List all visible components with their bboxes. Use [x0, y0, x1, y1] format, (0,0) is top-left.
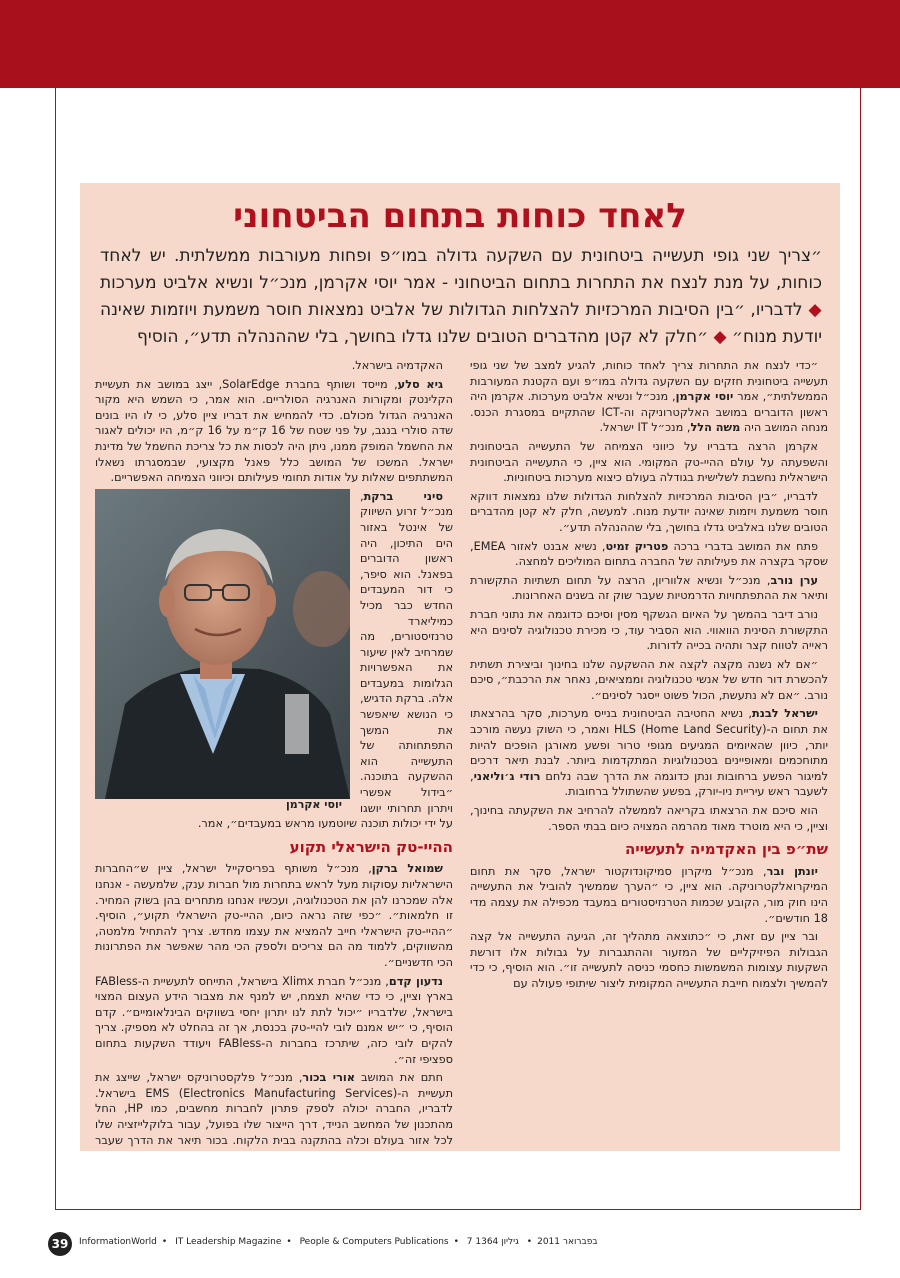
photo-caption: יוסי אקרמן	[285, 798, 342, 812]
paragraph: ישראל לבנת, נשיא החטיבה הביטחונית בנייס מערכות, סקר בהרצאתו את תחום ה-HLS (Home Land Security) ואמר, כי השוק נעשה מורכב יותר, כיוון שהאיומים המגיעים מגופי טרור ופשע מאורגן הופכים להיות מתוחכמים ומאופיינים בטכנולוגיות המתקדמות ביותר. לבנת תיאר דרכים למיגור הפשע ברחובות ונתן כדוגמה את הדרך שבה נלחם רודי ג׳וליאני, לשעבר ראש עיריית ניו-יורק, בפשע שהשתולל ברחובות.	[470, 707, 828, 799]
page-footer	[51, 1232, 861, 1258]
top-color-bar	[0, 0, 900, 88]
paragraph: לדבריו, ״בין הסיבות המרכזיות להצלחות הגדולות שלנו נמצאות דווקא חוסר משמעת ויזמות שאינה יודעת מנוח. למעשה, חלק לא קטן מהדברים הטובים שלנו באלביט גדלו בחושך, בלי שההנהלה תדע״.	[470, 489, 828, 534]
bullet-dot-icon: •	[286, 1237, 292, 1247]
paragraph: ״כדי לנצח את התחרות צריך לאחד כוחות, להגיע למצב של שני גופי תעשייה ביטחונית חזקים עם השקעה גדולה במו״פ ועם הקטנת המעורבות הממשלתית״, אמר יוסי אקרמן, מנכ״ל ונשיא אלביט מערכות. אקרמן היה ראשון הדוברים במושב האלקטרוניקה וה-ICT שהתקיים במסגרת הכנס. מנחה המושב היה משה הלל, מנכ״ל IT ישראל.	[470, 359, 828, 435]
paragraph: גיא סלע, מייסד ושותף בחברת SolarEdge, ייצג במושב את תעשיית הקלינטק ומקורות האנרגיה הסולריים. הוא אמר, כי השמש היא מקור האנרגיה הגדול מכולם. כדי להמחיש את דבריו ציין סלע, כי לו היו בונים שדה סולרי בנגב, על פני שטח של 16 ק״מ על 16 ק״מ, היו יכולים לאגור את החשמל המופק ממנו, ניתן היה לכסות את כל צריכת החשמל של מדינת ישראל. המשכו של המושב כלל פאנל מקצועי, שבמסגרתו נשאלו המשתתפים שאלות על אודות תחומי פעילותם וכיווני הצמיחה האפשריים.	[95, 377, 453, 485]
person-name: משה הלל	[690, 421, 741, 435]
person-name: יונתן ובר	[766, 864, 818, 878]
section-heading-hitech: ההיי-טק הישראלי תקוע	[289, 837, 453, 856]
article-column-left	[95, 358, 453, 1148]
person-name: סיני ברקת	[363, 489, 443, 503]
diamond-bullet-icon: ◆	[713, 327, 727, 347]
footer-line	[79, 1237, 598, 1247]
diamond-bullet-icon: ◆	[808, 300, 822, 320]
footer-item: IT Leadership Magazine	[175, 1237, 282, 1247]
paragraph: יונתן ובר, מנכ״ל מיקרון סמיקונדוקטור ישראל, סקר את תחום המיקרואלקטרוניקה. הוא ציין, כי ״הערך שממשיך להוביל את התעשייה הינו חוק מור, הקובע שכמות הטרנזיסטורים במעבד מכפילה את עצמה מדי 18 חודשים״.	[470, 864, 828, 925]
person-name: אורי בכור	[302, 1071, 355, 1085]
person-name: ערן נורב	[770, 573, 818, 587]
portrait-photo	[95, 489, 350, 812]
footer-item: 7 בפברואר 2011	[466, 1237, 598, 1247]
paragraph: ובר ציין עם זאת, כי ״כתוצאה מתהליך זה, הגיעה התעשייה אל קצה הגבולות הפיזיקליים של המזעור וההתגברות על גבולות אלו דורשת השקעות עצומות המשמשות כחסמי כניסה לתעשייה זו״. הוא הוסיף, כי כדי להמשיך ולצמוח חייבת התעשייה המקומית ליצור שיתופי פעולה עם	[470, 930, 828, 990]
person-name: נדעון קדם	[388, 974, 443, 988]
paragraph: נורב דיבר בהמשך על האיום הגשקף מסין וסיכם כדוגמה את נתוני חברת התקשורת הסינית הוואווי. הוא הסביר עוד, כי מכירת טכנולוגיה לסינים היא ראייה לטווח קצר ותהיה בכייה לדורות.	[470, 607, 828, 653]
paragraph: ״אם לא נשנה מקצה לקצה את ההשקעה שלנו בחינוך וביצירת תשתית להכשרת דור חדש של אנשי טכנולוגיה וממציאים, נאחר את הרכבת״, סיכם נורב. ״אם לא נתעשת, הכול פשוט ייסגר לסינים״.	[470, 657, 828, 702]
paragraph: שמואל ברקן, מנכ״ל משותף בפריסקייל ישראל, ציין ש״החברות הישראליות עסוקות מעל לראש בתחרות מול חברות ענק, שלמעשה - אנחנו אלה שמכרנו להן את הטכנולוגיה, ועכשיו אנחנו מתחרים בהן בשוק המחיר. זו חלמאות״. ״כפי שזה נראה כיום, ההיי-טק הישראלי תקוע״, הוסיף. ״ההיי-טק הישראלי חייב להמציא את עצמו מחדש. צריך להתחיל מלמטה, מהשווקים, ללמוד מה הם צריכים ולספק הכי מהר שאפשר את הפתרונות הכי חדשניים״.	[95, 862, 453, 969]
bullet-dot-icon: •	[526, 1237, 533, 1247]
person-name: רודי ג׳וליאני	[473, 769, 541, 783]
footer-item: גיליון 1364	[475, 1237, 519, 1247]
article-lead	[100, 243, 822, 351]
paragraph: הוא סיכם את הרצאתו בקריאה לממשלה להרחיב את השקעתה בחינוך, וציין, כי היא מוטרד מאוד מהרמה המצויה כיום בבתי הספר.	[470, 804, 828, 833]
paragraph: סיני ברקת, מנכ״ל זרוע השיווק של אינטל באזור הים התיכון, היה ראשון הדוברים בפאנל. הוא סיפר, כי דור המעבדים החדש כבר מכיל כמיליארד טרנזיסטורים, מה שמרחיב לאין שיעור את האפשרויות הגלומות במעבדים אלה. ברקת הדגיש, כי הנושא שיאפשר את המשך התפתחותה של התעשייה הוא ההשקעה בתוכנה. ״בידול אפשרי ויתרון תחרותי יושגו על ידי יכולות תוכנה שיוטמעו מראש במעבדים״, אמר.	[197, 489, 453, 831]
bullet-dot-icon: •	[453, 1237, 459, 1247]
paragraph: פתח את המושב בדברי ברכה פטריק זמיט, נשיא אבנט לאזור EMEA, שסקר בקצרה את פעילותה של החברה בתחום המוליכים למחצה.	[470, 539, 828, 569]
page-number: 39	[48, 1232, 72, 1256]
paragraph: נדעון קדם, מנכ״ל חברת Xlimx בישראל, התייחס לתעשיית ה-FABless בארץ וציין, כי כדי שהיא תצמח, יש למנף את מצבור הידע העצום המצוי בישראל, שלדבריו ״יכול לתת לנו יתרון יחסי בשווקים הבינלאומיים״. קדם הוסיף, כי ״יש אמנם לובי להיי-טק בכנסת, אך זה בהחלט לא מספיק. צריך להקים לובי כזה, שיתרכז בחברות ה-FABless ויעודד השקעות בתחום ספציפי זה״.	[95, 974, 453, 1066]
portrait-image	[95, 489, 350, 799]
section-heading-academy: שת״פ בין האקדמיה לתעשייה	[624, 840, 828, 859]
lead-part-1: ״צריך שני גופי תעשייה ביטחונית עם השקעה גדולה במו״פ ופחות מעורבות ממשלתית. יש לאחד כוחות, על מנת לנצח את התחרות בתחום הביטחוני - אמר יוסי אקרמן, מנכ״ל ונשיא אלביט מערכות	[100, 246, 822, 293]
footer-item: People & Computers Publications	[299, 1237, 449, 1247]
lead-part-3: ״חלק לא קטן מהדברים הטובים שלנו גדלו בחושך, בלי שההנהלה תדע״, הוסיף	[137, 327, 709, 347]
lead-part-2: לדבריו, ״בין הסיבות המרכזיות להצלחות הגדולות של אלביט נמצאות חוסר משמעת ויוזמות שאינה יודעת מנוח״	[100, 300, 822, 347]
person-name: שמואל ברקן	[371, 862, 443, 876]
paragraph: האקדמיה בישראל.	[351, 359, 443, 372]
article-headline: לאחד כוחות בתחום הביטחוני	[233, 196, 687, 236]
paragraph: חתם את המושב אורי בכור, מנכ״ל פלקסטרוניקס ישראל, שייצג את תעשיית ה-EMS (Electronics Manufacturing Services) בישראל. לדבריו, החברה יכולה לספק פתרון לחברות מחשבים, כמו HP, החל מהתכנון של המחשב הנייד, דרך הייצור שלו בפועל, עבור בלוקלייזציה שלו לכל אזור בעולם וכלה בהתקנה בבית הלקוח. בכור תיאר את הדרך שעבר	[95, 1071, 453, 1147]
person-name: ישראל לבנת	[752, 707, 819, 721]
person-name: פטריק זמיט	[605, 539, 669, 553]
paragraph: ערן נורב, מנכ״ל ונשיא אלווריון, הרצה על תחום תשתיות התקשורת ותיאר את ההתפתחויות הדרמטיות שעבר שוק זה בשנים האחרונות.	[470, 573, 828, 603]
paragraph: אקרמן הרצה בדבריו על כיווני הצמיחה של התעשייה הביטחונית והשפעתה על עולם ההיי-טק המקומי. הוא ציין, כי התעשייה הביטחונית הישראלית נחשבת לשלישית בגודלה בעולם כיצוא מערכות ביטחוניות.	[470, 439, 828, 485]
footer-item: InformationWorld	[79, 1237, 157, 1247]
person-name: יוסי אקרמן	[675, 390, 734, 404]
article-column-right	[470, 358, 828, 1148]
bullet-dot-icon: •	[161, 1237, 168, 1247]
person-name: גיא סלע	[397, 377, 443, 391]
